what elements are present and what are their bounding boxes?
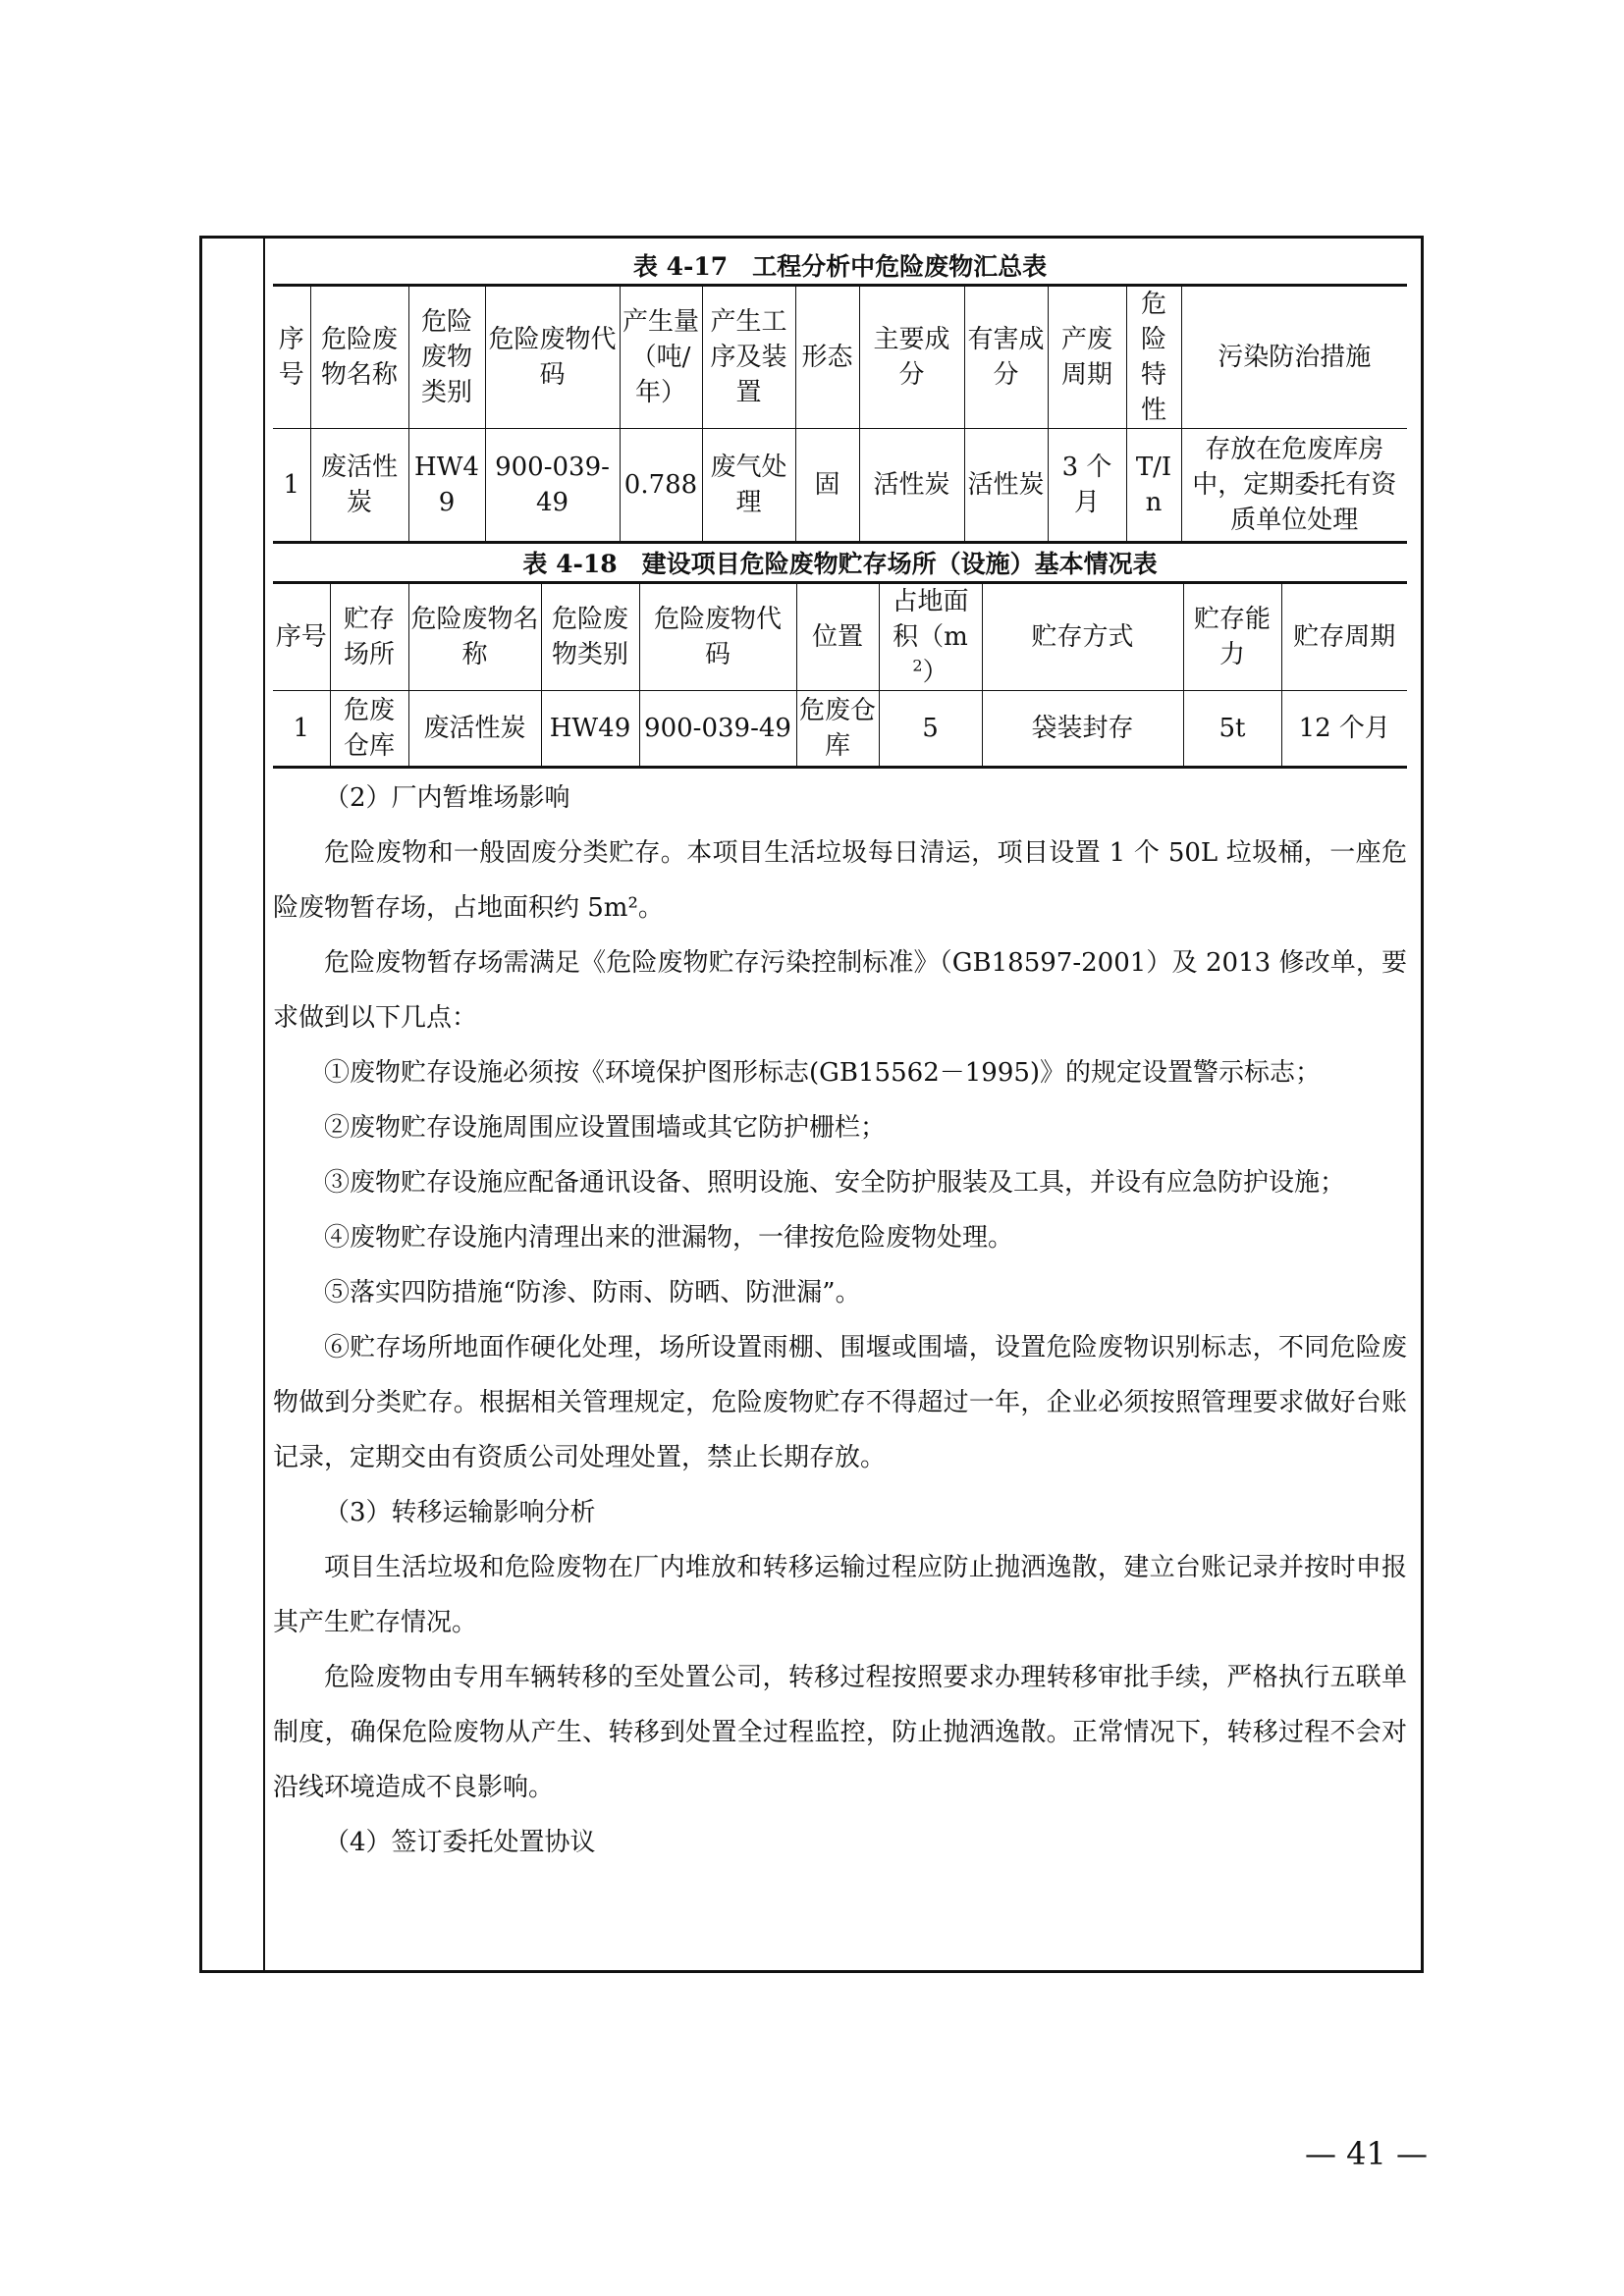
header-cell: 贮存方式 <box>982 583 1183 691</box>
table-cell: 12 个月 <box>1281 691 1407 768</box>
table-cell: 危废仓库 <box>796 691 879 768</box>
table-cell: 5 <box>879 691 982 768</box>
header-cell: 危险废物代码 <box>639 583 796 691</box>
header-cell: 产生量（吨/年） <box>620 286 702 429</box>
paragraph: 危险废物和一般固废分类贮存。本项目生活垃圾每日清运，项目设置 1 个 50L 垃圾桶，一座危险废物暂存场，占地面积约 5m²。 <box>273 838 1407 923</box>
header-cell: 占地面积$(m^2)$ <box>879 583 982 691</box>
hazardous-waste-storage-table <box>273 581 1407 769</box>
table-cell: 900-039-49 <box>485 429 620 543</box>
table-cell: 活性炭 <box>859 429 964 543</box>
header-cell: 主要成分 <box>859 286 964 429</box>
table-cell: 废活性炭 <box>408 691 541 768</box>
table-cell: 固 <box>795 429 859 543</box>
table-header-row <box>273 286 1407 429</box>
table-cell: 1 <box>273 691 330 768</box>
header-cell: 贮存周期 <box>1281 583 1407 691</box>
table-cell: HW49 <box>541 691 639 768</box>
list-item: ③废物贮存设施应配备通讯设备、照明设施、安全防护服装及工具，并设有应急防护设施； <box>324 1168 1346 1198</box>
table-cell: 0.788 <box>620 429 702 543</box>
table-cell: 存放在危废库房中，定期委托有资质单位处理 <box>1181 429 1407 543</box>
header-cell: 产生工序及装置 <box>702 286 795 429</box>
header-cell: 危险废物类别 <box>541 583 639 691</box>
header-cell: 形态 <box>795 286 859 429</box>
header-cell: 贮存场所 <box>330 583 408 691</box>
table-row <box>273 429 1407 543</box>
left-label-column <box>202 239 265 1970</box>
table-cell: 1 <box>273 429 310 543</box>
list-item: ④废物贮存设施内清理出来的泄漏物，一律按危险废物处理。 <box>324 1223 1014 1253</box>
list-item: ⑤落实四防措施“防渗、防雨、防晒、防泄漏”。 <box>324 1278 861 1308</box>
body-text <box>273 771 1407 1870</box>
list-item: ①废物贮存设施必须按《环境保护图形标志(GB15562－1995)》的规定设置警示标志； <box>324 1058 1322 1088</box>
paragraph: 危险废物暂存场需满足《危险废物贮存污染控制标准》（GB18597-2001）及 2013 修改单，要求做到以下几点： <box>273 948 1407 1033</box>
table-cell: 危废仓库 <box>330 691 408 768</box>
hazardous-waste-summary-table <box>273 284 1407 544</box>
table-cell: 3 个月 <box>1048 429 1126 543</box>
header-cell: 危险废物代码 <box>485 286 620 429</box>
header-cell: 污染防治措施 <box>1181 286 1407 429</box>
header-cell: 序号 <box>273 286 310 429</box>
table-4-17-caption: 表 4-17 工程分析中危险废物汇总表 <box>632 252 1048 281</box>
list-item: ②废物贮存设施周围应设置围墙或其它防护栅栏； <box>324 1113 887 1143</box>
header-cell: 位置 <box>796 583 879 691</box>
table-cell: HW49 <box>408 429 485 543</box>
paragraph: 项目生活垃圾和危险废物在厂内堆放和转移运输过程应防止抛洒逸散，建立台账记录并按时申报其产生贮存情况。 <box>273 1553 1407 1637</box>
header-cell: 危险特性 <box>1126 286 1181 429</box>
table-header-row <box>273 583 1407 691</box>
page-number: — 41 — <box>1304 2135 1428 2172</box>
section-heading: （3）转移运输影响分析 <box>324 1498 596 1527</box>
table-row <box>273 691 1407 768</box>
table-4-18-caption: 表 4-18 建设项目危险废物贮存场所（设施）基本情况表 <box>522 550 1158 578</box>
header-cell: 有害成分 <box>964 286 1048 429</box>
table-cell: 5t <box>1183 691 1281 768</box>
table-cell: 废气处理 <box>702 429 795 543</box>
table-cell: 活性炭 <box>964 429 1048 543</box>
header-cell: 序号 <box>273 583 330 691</box>
content-cell <box>273 239 1407 1970</box>
list-item: ⑥贮存场所地面作硬化处理，场所设置雨棚、围堰或围墙，设置危险废物识别标志，不同危险废物做到分类贮存。根据相关管理规定，危险废物贮存不得超过一年，企业必须按照管理要求做好台账记录，定期交由有资质公司处理处置，禁止长期存放。 <box>273 1333 1407 1472</box>
page-frame <box>199 236 1424 1973</box>
section-heading: （4）签订委托处置协议 <box>324 1828 596 1857</box>
paragraph: 危险废物由专用车辆转移的至处置公司，转移过程按照要求办理转移审批手续，严格执行五联单制度，确保危险废物从产生、转移到处置全过程监控，防止抛洒逸散。正常情况下，转移过程不会对沿线环境造成不良影响。 <box>273 1663 1407 1802</box>
header-cell: 贮存能力 <box>1183 583 1281 691</box>
header-cell: 危险废物名称 <box>408 583 541 691</box>
header-cell: 产废周期 <box>1048 286 1126 429</box>
section-heading: （2）厂内暂堆场影响 <box>324 783 570 813</box>
table-cell: 900-039-49 <box>639 691 796 768</box>
table-cell: T/In <box>1126 429 1181 543</box>
header-cell: 危险废物类别 <box>408 286 485 429</box>
table-cell: 废活性炭 <box>310 429 408 543</box>
header-cell: 危险废物名称 <box>310 286 408 429</box>
table-cell: 袋装封存 <box>982 691 1183 768</box>
